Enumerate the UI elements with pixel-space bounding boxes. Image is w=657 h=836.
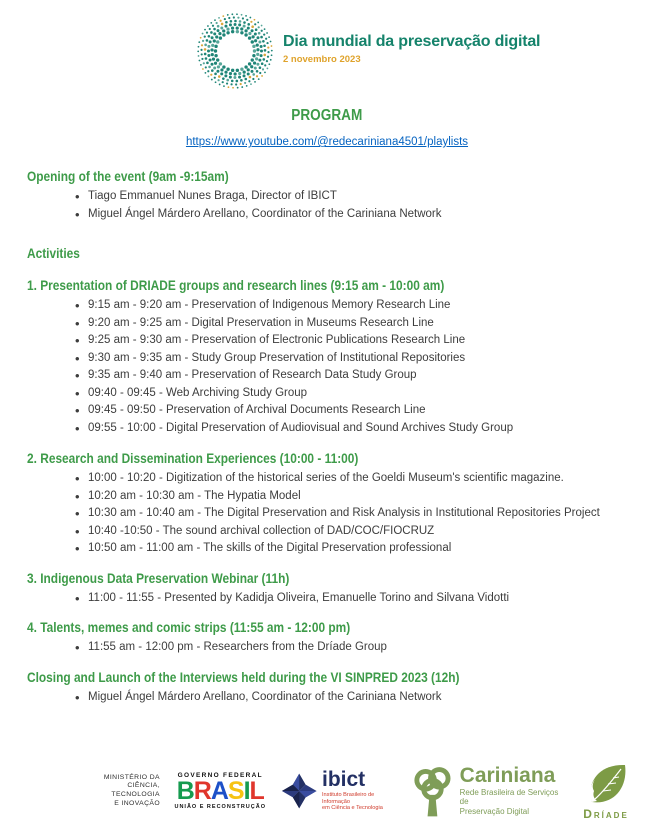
program-section [27, 168, 627, 223]
governo-federal-brasil-logo [170, 772, 270, 810]
schedule-item: • 10:20 am - 10:30 am - The Hypatia Model [75, 488, 627, 506]
ibict-logo [281, 770, 401, 812]
program-title: PROGRAM [291, 107, 363, 124]
schedule-item: • 09:55 - 10:00 - Digital Preservation of Audiovisual and Sound Archives Study Group [75, 420, 627, 438]
ibict-text-block [322, 770, 401, 812]
program-section [27, 277, 627, 437]
link-row [27, 132, 627, 150]
schedule-item: • 11:00 - 11:55 - Presented by Kadidja Oliveira, Emanuelle Torino and Silvana Vidotti [75, 590, 627, 608]
schedule-item: • 10:50 am - 11:00 am - The skills of the Digital Preservation professional [75, 540, 627, 558]
section-item-list [27, 689, 627, 707]
schedule-sections [27, 168, 627, 706]
footer-logos [0, 748, 657, 834]
cariniana-tree-icon [411, 765, 454, 817]
schedule-item: • 9:35 am - 9:40 am - Preservation of Research Data Study Group [75, 367, 627, 385]
section-heading: Opening of the event (9am -9:15am) [27, 168, 229, 184]
driade-wordmark: Dríade [583, 806, 629, 821]
ministry-line: MINISTÉRIO DA [103, 773, 160, 781]
schedule-item: • 09:45 - 09:50 - Preservation of Archival Documents Research Line [75, 402, 627, 420]
ministry-logo-text [80, 774, 160, 808]
ibict-subtitle: Instituto Brasileiro de Informação em Ciência e Tecnologia [321, 792, 383, 812]
section-item-list [27, 590, 627, 608]
schedule-item: • 9:15 am - 9:20 am - Preservation of Indigenous Memory Research Line [75, 297, 627, 315]
cariniana-logo [411, 765, 567, 817]
program-section [27, 450, 627, 558]
event-date: 2 novembro 2023 [283, 54, 361, 65]
schedule-item: • 10:00 - 10:20 - Digitization of the historical series of the Goeldi Museum's scientific magazine. [75, 470, 627, 488]
schedule-item: • Miguel Ángel Márdero Arellano, Coordinator of the Cariniana Network [75, 689, 627, 707]
uniao-reconstrucao-label: UNIÃO E RECONSTRUÇÃO [174, 804, 266, 810]
event-title: Dia mundial da preservação digital [283, 33, 541, 50]
section-item-list [27, 188, 627, 223]
cariniana-wordmark: Cariniana [459, 763, 556, 787]
cariniana-subtitle: Rede Brasileira de Serviços de Preservação Digital [459, 787, 559, 816]
governo-federal-label: GOVERNO FEDERAL [177, 772, 263, 779]
ibict-star-icon [281, 772, 317, 810]
cariniana-text-block [459, 763, 567, 817]
driade-logo [577, 762, 635, 821]
section-heading: 2. Research and Dissemination Experiences (10:00 - 11:00) [27, 450, 359, 466]
program-section [27, 570, 627, 608]
schedule-item: • 10:40 -10:50 - The sound archival collection of DAD/COC/FIOCRUZ [75, 523, 627, 541]
schedule-item: • Miguel Ángel Márdero Arellano, Coordinator of the Cariniana Network [75, 206, 627, 224]
schedule-item: • 9:25 am - 9:30 am - Preservation of Electronic Publications Research Line [75, 332, 627, 350]
section-item-list [27, 470, 627, 558]
document-header [196, 12, 627, 94]
section-heading: 1. Presentation of DRIADE groups and research lines (9:15 am - 10:00 am) [27, 277, 445, 293]
section-heading: Activities [27, 245, 80, 261]
ministry-line: CIÊNCIA, TECNOLOGIA [111, 782, 160, 798]
schedule-item: • 09:40 - 09:45 - Web Archiving Study Group [75, 385, 627, 403]
header-text [283, 12, 540, 65]
schedule-item: • Tiago Emmanuel Nunes Braga, Director of IBICT [75, 188, 627, 206]
program-section [27, 245, 627, 261]
program-section [27, 669, 627, 707]
ibict-wordmark: ibict [321, 768, 366, 792]
section-item-list [27, 297, 627, 437]
world-digital-preservation-day-dots-icon [196, 12, 274, 90]
schedule-item: • 9:30 am - 9:35 am - Study Group Preservation of Institutional Repositories [75, 350, 627, 368]
schedule-item: • 10:30 am - 10:40 am - The Digital Preservation and Risk Analysis in Institutional Repositories Project [75, 505, 627, 523]
section-heading: 3. Indigenous Data Preservation Webinar (11h) [27, 569, 290, 586]
brasil-wordmark: BRASIL [176, 777, 264, 805]
driade-leaf-icon [585, 762, 627, 806]
program-section [27, 619, 627, 657]
ministry-line: E INOVAÇÃO [114, 799, 160, 807]
section-heading: Closing and Launch of the Interviews held during the VI SINPRED 2023 (12h) [27, 668, 460, 685]
section-heading: 4. Talents, memes and comic strips (11:55 am - 12:00 pm) [27, 619, 351, 635]
schedule-item: • 11:55 am - 12:00 pm - Researchers from the Dríade Group [75, 639, 627, 657]
schedule-item: • 9:20 am - 9:25 am - Digital Preservation in Museums Research Line [75, 315, 627, 333]
youtube-playlists-link[interactable]: https://www.youtube.com/@redecariniana4501/playlists [185, 136, 469, 148]
section-item-list [27, 639, 627, 657]
